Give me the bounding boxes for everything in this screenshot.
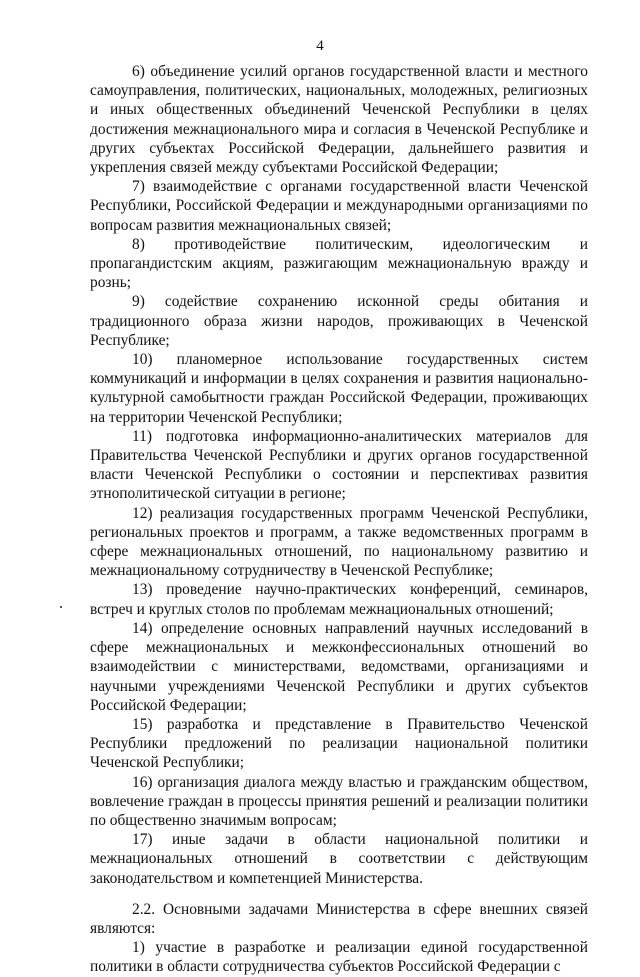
paragraph-item-13: 13) проведение научно-практических конференций, семинаров, встреч и круглых столов по проблемам межнациональных отношений; [90, 581, 588, 618]
paragraph-item-8: 8) противодействие политическим, идеологическим и пропагандистским акциям, разжигающим межнациональную вражду и рознь; [90, 235, 588, 292]
document-body [90, 62, 588, 977]
paragraph-item-15: 15) разработка и представление в Правительство Чеченской Республики предложений по реализации национальной политики Чеченской Республики; [90, 715, 588, 772]
paragraph-item-16: 16) организация диалога между властью и гражданским обществом, вовлечение граждан в процессы принятия решений и реализации политики по общественно значимым вопросам; [90, 773, 588, 829]
paragraph-item-14: 14) определение основных направлений научных исследований в сфере межнациональных и межконфессиональных отношений во взаимодействии с министерствами, ведомствами, организациями и научными учреждениями Чеченской Республики и других субъектов Российской Федерации; [90, 619, 588, 714]
paragraph-item-10: 10) планомерное использование государственных систем коммуникаций и информации в целях сохранения и развития национально-культурной самобытности граждан Российской Федерации, проживающих на территории Чеченской Республики; [90, 351, 588, 426]
paragraph-item-7: 7) взаимодействие с органами государственной власти Чеченской Республики, Российской Федерации и международными организациями по вопросам развития межнациональных связей; [90, 178, 588, 234]
paragraph-item-2-2-1: 1) участие в разработке и реализации единой государственной политики в области сотрудничества субъектов Российской Федерации с [90, 939, 588, 976]
paragraph-item-11: 11) подготовка информационно-аналитических материалов для Правительства Чеченской Республики и других органов государственной власти Чеченской Республики о состоянии и перспективах развития этнополитической ситуации в регионе; [90, 427, 588, 503]
paragraph-item-6: 6) объединение усилий органов государственной власти и местного самоуправления, политических, национальных, молодежных, религиозных и иных общественных объединений Чеченской Республики в целях достижения межнационального мира и согласия в Чеченской Республике и других субъектах Российской Федерации, дальнейшего развития и укрепления связей между субъектами Российской Федерации; [90, 63, 588, 177]
scan-speck [60, 606, 62, 608]
paragraph-item-9: 9) содействие сохранению исконной среды обитания и традиционного образа жизни народов, проживающих в Чеченской Республике; [90, 293, 588, 349]
paragraph-item-12: 12) реализация государственных программ Чеченской Республики, региональных проектов и программ, а также ведомственных программ в сфере межнациональных отношений, по национальному развитию и межнациональному сотрудничеству в Чеченской Республике; [90, 504, 588, 580]
page-number: 4 [316, 38, 324, 54]
paragraph-item-17: 17) иные задачи в области национальной политики и межнациональных отношений в соответствии с действующим законодательством и компетенцией Министерства. [90, 831, 588, 887]
section-heading-2-2: 2.2. Основными задачами Министерства в сфере внешних связей являются: [90, 900, 588, 937]
